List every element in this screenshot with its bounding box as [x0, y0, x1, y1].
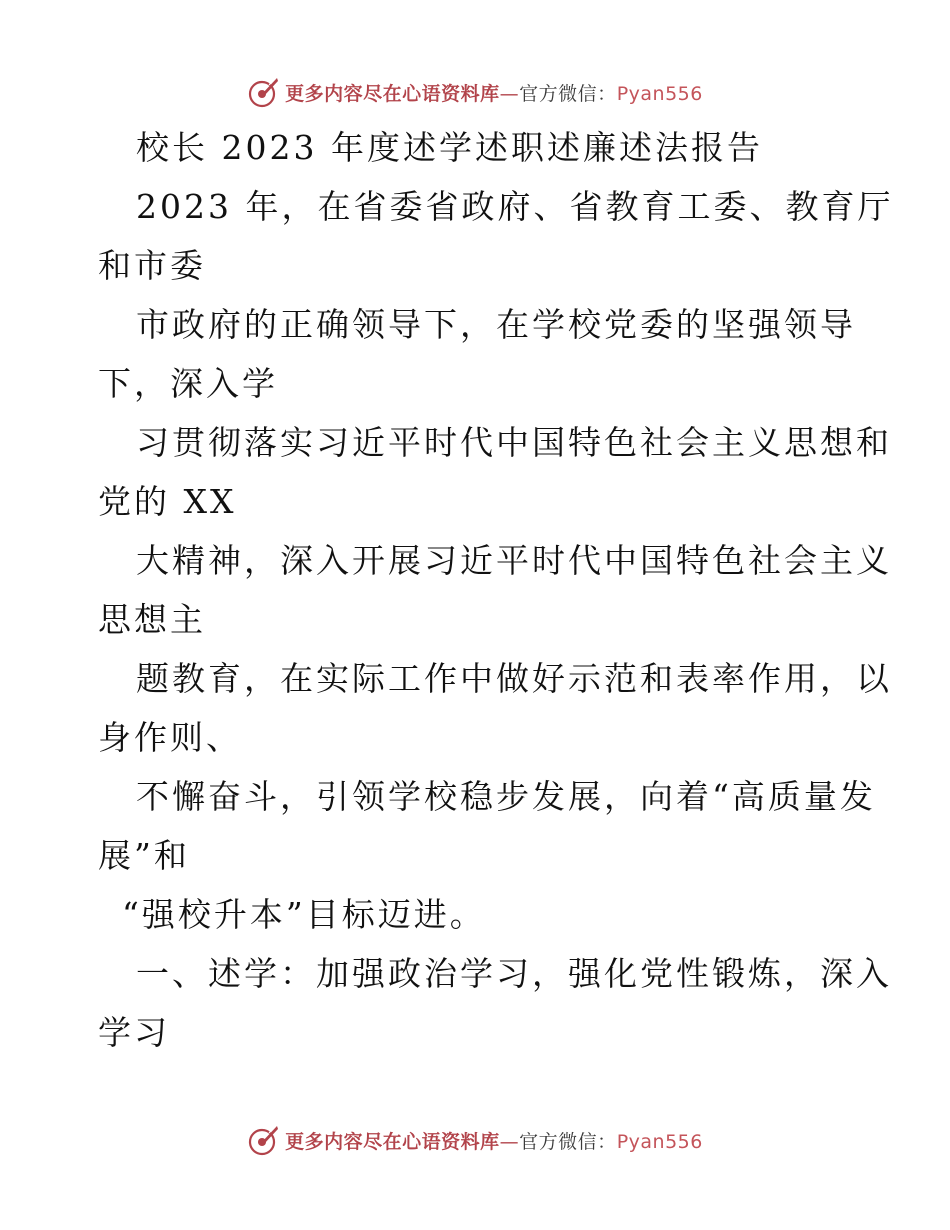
paragraph-line: 下，深入学	[98, 364, 278, 403]
section-heading: 一、述学：加强政治学习，强化党性锻炼，深入	[136, 954, 892, 993]
document-title: 校长 2023 年度述学述职述廉述法报告	[136, 128, 763, 167]
watermark-text	[285, 1127, 703, 1154]
paragraph-line: 题教育，在实际工作中做好示范和表率作用，以	[136, 659, 892, 698]
watermark-label: 官方微信：	[519, 82, 617, 105]
watermark-dash: —	[499, 82, 520, 105]
watermark-account: Pyan556	[616, 82, 703, 105]
paragraph-line: 市政府的正确领导下，在学校党委的坚强领导	[136, 305, 856, 344]
paragraph-line: 思想主	[98, 600, 206, 639]
watermark-dash: —	[499, 1130, 520, 1153]
paragraph-line: 学习	[98, 1013, 170, 1052]
paragraph-line: 大精神，深入开展习近平时代中国特色社会主义	[136, 541, 892, 580]
watermark-brand: 更多内容尽在心语资料库	[285, 82, 500, 105]
footer-watermark	[0, 1120, 950, 1160]
watermark-brand: 更多内容尽在心语资料库	[285, 1130, 500, 1153]
paragraph-line: 身作则、	[98, 718, 242, 757]
paragraph-line: 展”和	[98, 836, 190, 875]
document-body	[98, 118, 894, 1062]
watermark-text	[285, 79, 703, 106]
paragraph-line: “强校升本”目标迈进。	[122, 895, 486, 934]
paragraph-line: 和市委	[98, 246, 206, 285]
paragraph-line: 党的 XX	[98, 482, 237, 521]
header-watermark	[0, 72, 950, 112]
watermark-label: 官方微信：	[519, 1130, 617, 1153]
paragraph-line: 2023 年，在省委省政府、省教育工委、教育厅	[136, 187, 894, 226]
paragraph-line: 习贯彻落实习近平时代中国特色社会主义思想和	[136, 423, 892, 462]
watermark-account: Pyan556	[616, 1130, 703, 1153]
paragraph-line: 不懈奋斗，引领学校稳步发展，向着“高质量发	[136, 777, 876, 816]
feather-pen-seal-icon	[247, 1123, 281, 1157]
feather-pen-seal-icon	[247, 75, 281, 109]
